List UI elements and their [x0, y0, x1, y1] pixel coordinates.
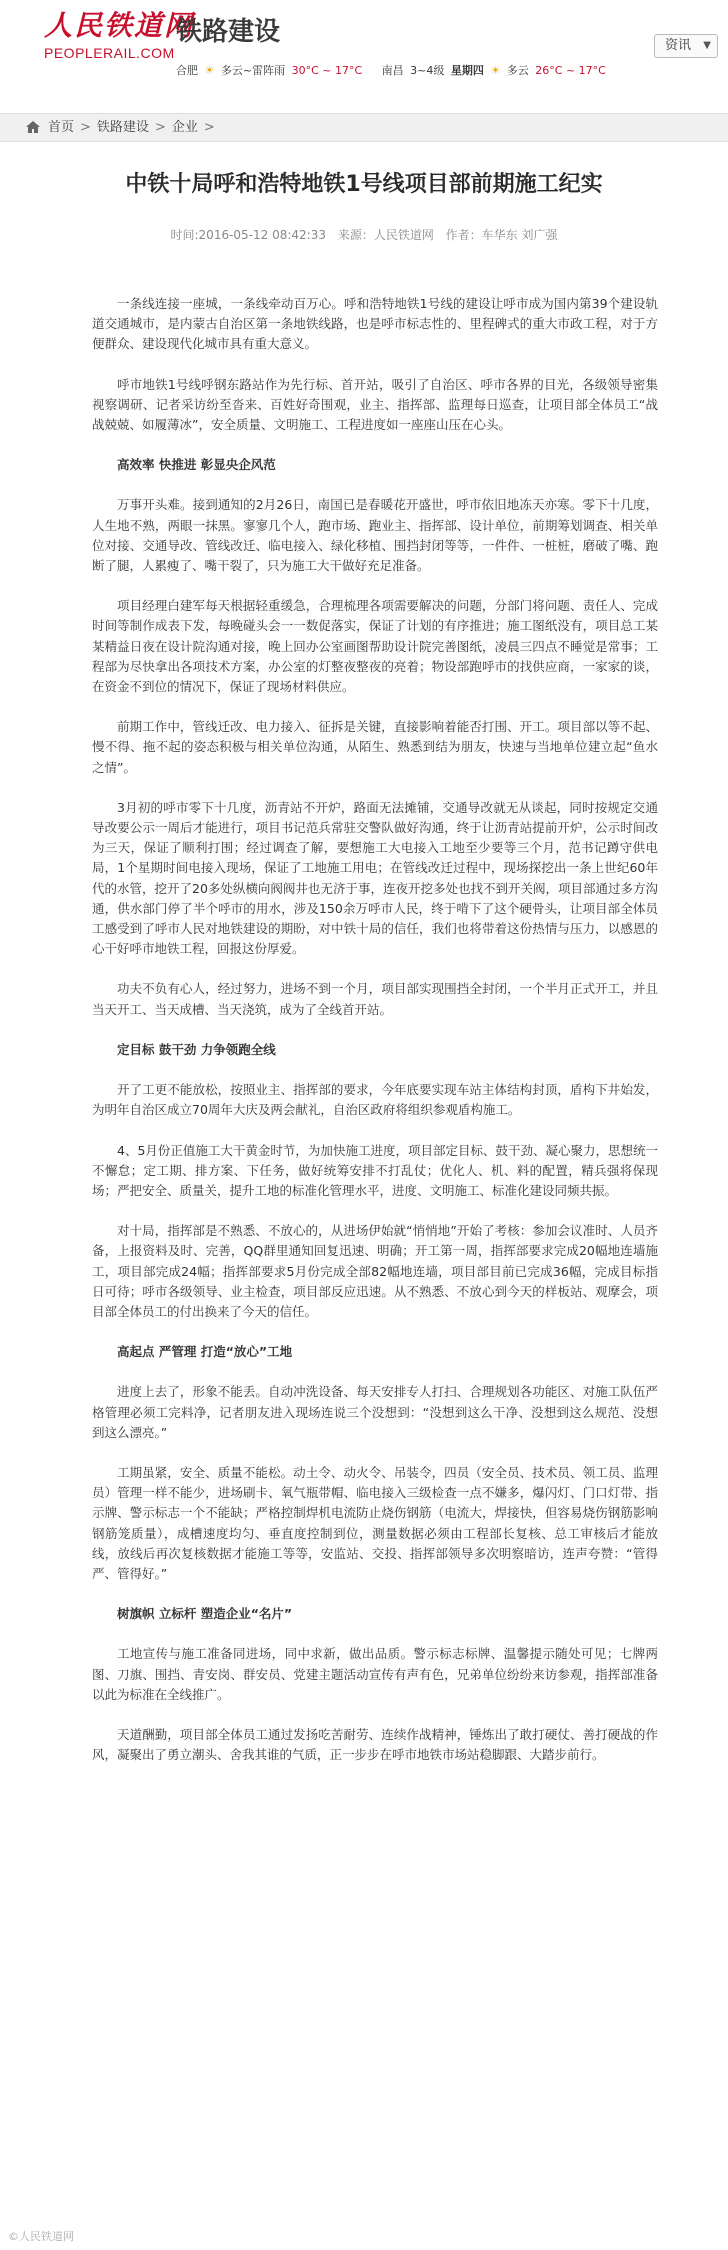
- article-time: 时间:2016-05-12 08:42:33: [170, 228, 326, 242]
- article-paragraph: 工期虽紧，安全、质量不能松。动土令、动火令、吊装令，四员（安全员、技术员、领工员、监理员）管理一样不能少，进场刷卡、氧气瓶带帽、临电接入三级检查一点不嫌多，爆闪灯、门口灯带、指示牌、警示标志一个不能缺；严格控制焊机电流防止烧伤钢筋（电流大，焊接快，但容易烧伤钢筋影响钢筋笼质量），成槽速度均匀、垂直度控制到位，测量数据必须由工程部长复核、总工审核后才能放线，放线后再次复核数据才能施工等等，安监站、交投、指挥部领导多次明察暗访，连声夸赞：“管得严、管得好。”: [92, 1464, 658, 1581]
- home-icon[interactable]: [25, 119, 41, 135]
- article-paragraph: 3月初的呼市零下十几度，沥青站不开炉，路面无法摊铺，交通导改就无从谈起，同时按规定交通导改要公示一周后才能进行，项目书记范兵常驻交警队做好沟通，终于让沥青站提前开炉，公示时间改为三天，保证了顺利打围；经过调查了解，要想施工大电接入工地至少要等三个月，范书记蹲守供电局，1个星期时间电接入现场，保证了工地施工用电；在管线改迁过程中，现场探挖出一条上世纪60年代的水管，挖开了20多处纵横向阀阀井也无济于事，连夜开挖多处也找不到开关阀，项目部通过多方沟通，供水部门停了半个呼市的用水，涉及150余万呼市人民，终于啃下了这个硬骨头，让项目部全体员工感受到了呼市人民对地铁建设的期盼，对中铁十局的信任，我们也将带着这份热情与压力，以感恩的心干好呼市地铁工程，回报这份厚爱。: [92, 799, 658, 957]
- breadcrumb-railway-construction[interactable]: 铁路建设: [96, 120, 149, 135]
- channel-select[interactable]: [654, 34, 718, 58]
- breadcrumb-separator: >: [154, 120, 166, 135]
- sun-cloud-icon: ☀: [490, 64, 501, 77]
- weather-condition: 多云~雷阵雨: [220, 64, 286, 77]
- article-paragraph: 万事开头难。接到通知的2月26日，南国已是春暖花开盛世，呼市依旧地冻天亦寒。零下十几度，人生地不熟，两眼一抹黑。寥寥几个人，跑市场、跑业主、指挥部、设计单位，前期筹划调查、相关单位对接、交通导改、管线改迁、临电接入、绿化移植、围挡封闭等等，一件件、一桩桩，磨破了嘴、跑断了腿，人累瘦了、嘴干裂了，只为施工大干做好充足准备。: [92, 497, 658, 574]
- breadcrumb-separator: >: [203, 120, 215, 135]
- weather-city: 南昌: [381, 64, 404, 77]
- section-heading: 定目标 鼓干劲 力争领跑全线: [117, 1041, 276, 1057]
- breadcrumb-separator: >: [80, 120, 91, 135]
- article-paragraph: 对十局，指挥部是不熟悉、不放心的，从进场伊始就“悄悄地”开始了考核：参加会议准时、人员齐备，上报资料及时、完善，QQ群里通知回复迅速、明确；开工第一周，指挥部要求完成20幅地连墙施工，项目部完成24幅；指挥部要求5月份完成全部82幅地连墙，项目部目前已完成36幅，完成目标指日可待；呼市各级领导、业主检查，项目部反应迅速。从不熟悉、不放心到今天的样板站、观摩会，项目部全体员工的付出换来了今天的信任。: [92, 1223, 658, 1319]
- article-paragraph: 呼市地铁1号线呼钢东路站作为先行标、首开站，吸引了自治区、呼市各界的目光，各级领导密集视察调研、记者采访纷至沓来、百姓好奇围观，业主、指挥部、监理每日巡查，让项目部全体员工“战战兢兢、如履薄冰”，安全质量、文明施工、工程进度如一座座山压在心头。: [92, 376, 658, 433]
- article-body: [92, 294, 658, 1785]
- weather-wind: 3~4级: [410, 64, 445, 77]
- article-paragraph: 一条线连接一座城，一条线牵动百万心。呼和浩特地铁1号线的建设让呼市成为国内第39个建设轨道交通城市，是内蒙古自治区第一条地铁线路，也是呼市标志性的、里程碑式的重大市政工程，对于方便群众、建设现代化城市具有重大意义。: [92, 296, 658, 352]
- article-paragraph: 前期工作中，管线迁改、电力接入、征拆是关键，直接影响着能否打围、开工。项目部以等不起、慢不得、拖不起的姿态积极与相关单位沟通，从陌生、熟悉到结为朋友，快速与当地单位建立起“鱼水之情”。: [92, 719, 658, 775]
- article-meta: [0, 227, 728, 243]
- section-heading: 高效率 快推进 彰显央企风范: [117, 457, 276, 473]
- section-heading: 高起点 严管理 打造“放心”工地: [117, 1344, 293, 1360]
- channel-select-value: 资讯: [665, 38, 692, 53]
- weather-condition: 多云: [506, 64, 529, 77]
- article-paragraph: 4、5月份正值施工大干黄金时节，为加快施工进度，项目部定目标、鼓干劲、凝心聚力，思想统一不懈怠；定工期、排方案、下任务，做好统筹安排不打乱仗；优化人、机、料的配置，精兵强将保现场；严把安全、质量关，提升工地的标准化管理水平，进度、文明施工、标准化建设同频共振。: [92, 1142, 658, 1198]
- article-paragraph: 进度上去了，形象不能丢。自动冲洗设备、每天安排专人打扫、合理规划各功能区、对施工队伍严格管理必须工完料净，记者朋友进入现场连说三个没想到：“没想到这么干净、没想到这么规范、没想到这么漂亮。”: [92, 1384, 658, 1440]
- weather-strip: [176, 64, 609, 78]
- article-author: 作者：车华东 刘广强: [445, 228, 558, 242]
- weather-temp: 30°C ~ 17°C: [291, 64, 363, 77]
- breadcrumb: [0, 113, 728, 142]
- page-title: 中铁十局呼和浩特地铁1号线项目部前期施工纪实: [125, 172, 603, 197]
- watermark: ©人民铁道网: [8, 2230, 74, 2243]
- site-header: [0, 0, 728, 95]
- logo-subtitle: PEOPLERAIL.COM: [44, 45, 175, 61]
- section-heading: 树旗帜 立标杆 塑造企业“名片”: [117, 1606, 293, 1622]
- article-source: 来源：人民铁道网: [337, 228, 434, 242]
- breadcrumb-enterprise[interactable]: 企业: [171, 120, 198, 135]
- article-paragraph: 功夫不负有心人，经过努力，进场不到一个月，项目部实现围挡全封闭，一个半月正式开工，并且当天开工、当天成槽、当天浇筑，成为了全线首开站。: [92, 981, 658, 1017]
- chevron-down-icon: ▼: [703, 40, 711, 51]
- weather-day: 星期四: [450, 64, 484, 77]
- breadcrumb-home[interactable]: 首页: [48, 120, 75, 135]
- weather-temp: 26°C ~ 17°C: [535, 64, 606, 77]
- article-paragraph: 工地宣传与施工准备同进场，同中求新，做出品质。警示标志标牌、温馨提示随处可见；七牌两图、刀旗、围挡、青安岗、群安员、党建主题活动宣传有声有色，兄弟单位纷纷来访参观，指挥部准备以此为标准在全线推广。: [92, 1646, 658, 1702]
- article-paragraph: 天道酬勤，项目部全体员工通过发扬吃苦耐劳、连续作战精神，锤炼出了敢打硬仗、善打硬战的作风，凝聚出了勇立潮头、舍我其谁的气质，正一步步在呼市地铁市场站稳脚跟、大踏步前行。: [92, 1726, 658, 1763]
- weather-city: 合肥: [176, 64, 198, 77]
- site-logo[interactable]: [44, 8, 195, 68]
- article-paragraph: 项目经理白建军每天根据轻重缓急，合理梳理各项需要解决的问题，分部门将问题、责任人、完成时间等制作成表下发，每晚碰头会一一数促落实，保证了计划的有序推进；施工图纸没有，项目总工某某精益日夜在设计院沟通对接，晚上回办公室画图帮助设计院完善图纸，凌晨三四点不睡觉是常事；工程部为尽快拿出各项技术方案，办公室的灯整夜整夜的亮着；物设部跑呼市的找供应商，一家家的谈，在资金不到位的情况下，保证了现场材料供应。: [92, 598, 658, 695]
- logo-text: 人民铁道网: [44, 9, 195, 42]
- channel-title[interactable]: 铁路建设: [176, 17, 281, 47]
- article-paragraph: 开了工更不能放松，按照业主、指挥部的要求，今年底要实现车站主体结构封顶，盾构下井始发，为明年自治区成立70周年大庆及两会献礼，自治区政府将组织参观盾构施工。: [92, 1082, 658, 1118]
- sun-cloud-icon: ☀: [204, 64, 215, 77]
